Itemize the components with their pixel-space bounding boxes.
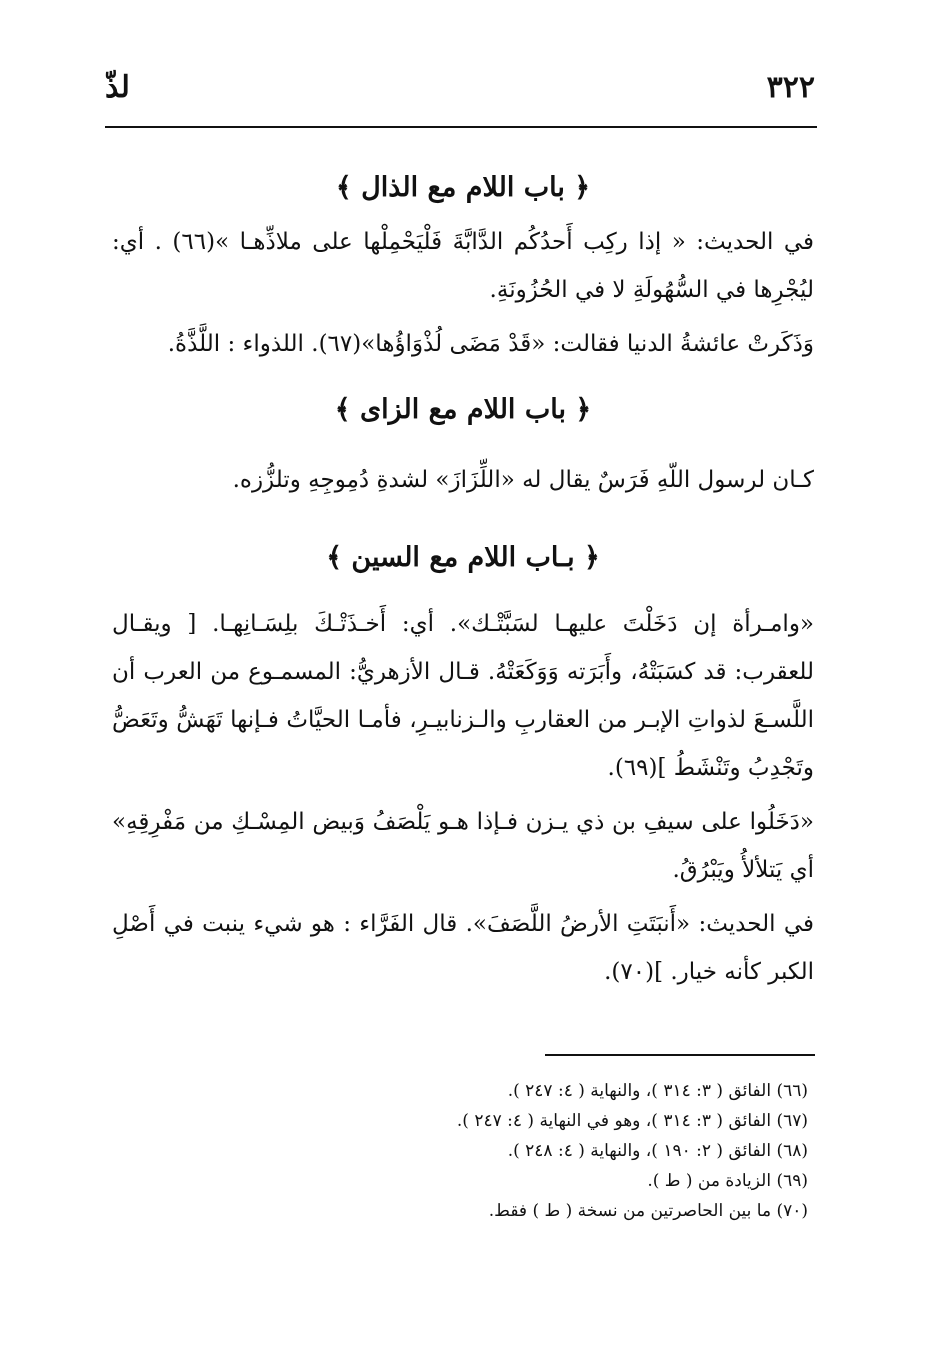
paragraph: في الحديث: « إذا ركِب أَحدُكُم الدَّابَّةَ فَلْيَحْمِلْها على ملاذِّهـا »(٦٦) . أي: ليُجْرِها في السُّهُولَةِ لا في الحُزُونَةِ. — [112, 229, 814, 303]
section-lam-sin — [112, 528, 814, 996]
section-lam-dhal — [112, 158, 814, 368]
paragraph: «دَخَلُوا على سيفِ بن ذي يـزن فـإذا هـو يَلْصَفُ وَبيض المِسْـكِ من مَفْرِقِهِ» أي يَتلألأُ ويَبْرُقُ. — [112, 809, 814, 883]
paragraph: في الحديث: «أَنبَتَتِ الأرضُ اللَّصَفَ». قال الفَرَّاء : هو شيء ينبت في أَصْلِ الكبر كأنه خيار. ](٧٠). — [112, 911, 814, 985]
section-lam-zay — [112, 380, 814, 504]
footnote: (٦٩) الزيادة من ( ط ). — [647, 1171, 808, 1191]
footnote: (٧٠) ما بين الحاصرتين من نسخة ( ط ) فقط. — [488, 1201, 808, 1221]
footnotes — [300, 1076, 808, 1226]
footnote: (٦٧) الفائق ( ٣: ٣١٤ )، وهو في النهاية ( ٤: ٢٤٧ ). — [456, 1111, 808, 1131]
paragraph: كـان لرسول اللّهِ فَرَسٌ يقال له «اللِّزَازَ» لشدةِ دُمِوجِهِ وتلزُّزه. — [232, 467, 814, 493]
footnote-rule — [545, 1054, 815, 1056]
footnote: (٦٨) الفائق ( ٢: ١٩٠ )، والنهاية ( ٤: ٢٤٨ ). — [507, 1141, 808, 1161]
header-rule — [105, 126, 817, 128]
main-text — [112, 158, 814, 1002]
page-header — [105, 62, 815, 122]
section-title: ﴿ باب اللام مع الذال ﴾ — [335, 172, 591, 203]
running-head: لذّ — [105, 70, 130, 105]
paragraph: «وامـرأة إن دَخَلْتَ عليهـا لسَبَّتْـك». أي: أَخـذَتْـكَ بلِسَـانِهـا. [ ويقـال للعقرب: قد كسَبَتْهُ، وأَبَرَته وَوَكَعَتْهُ. قـال الأزهريُّ: المسمـوع من العرب أن اللَّسـعَ لذواتِ الإبـر من العقاربِ والـزنابيـرِ، فأمـا الحيَّاتُ فـإنها تَهَشُّ وتَعَضُّ وتَجْدِبُ وتَنْشَطُ ](٦٩). — [112, 611, 815, 781]
footnote: (٦٦) الفائق ( ٣: ٣١٤ )، والنهاية ( ٤: ٢٤٧ ). — [507, 1081, 808, 1101]
page-number: ٣٢٢ — [766, 70, 815, 105]
section-title: ﴿ بـاب اللام مع السين ﴾ — [326, 542, 600, 573]
paragraph: وَذَكَرتْ عائشةُ الدنيا فقالت: «قَدْ مَضَى لُذْوَاؤُها»(٦٧). اللذواء : اللَّذَّةُ. — [167, 331, 814, 357]
section-title: ﴿ باب اللام مع الزاى ﴾ — [334, 394, 592, 425]
